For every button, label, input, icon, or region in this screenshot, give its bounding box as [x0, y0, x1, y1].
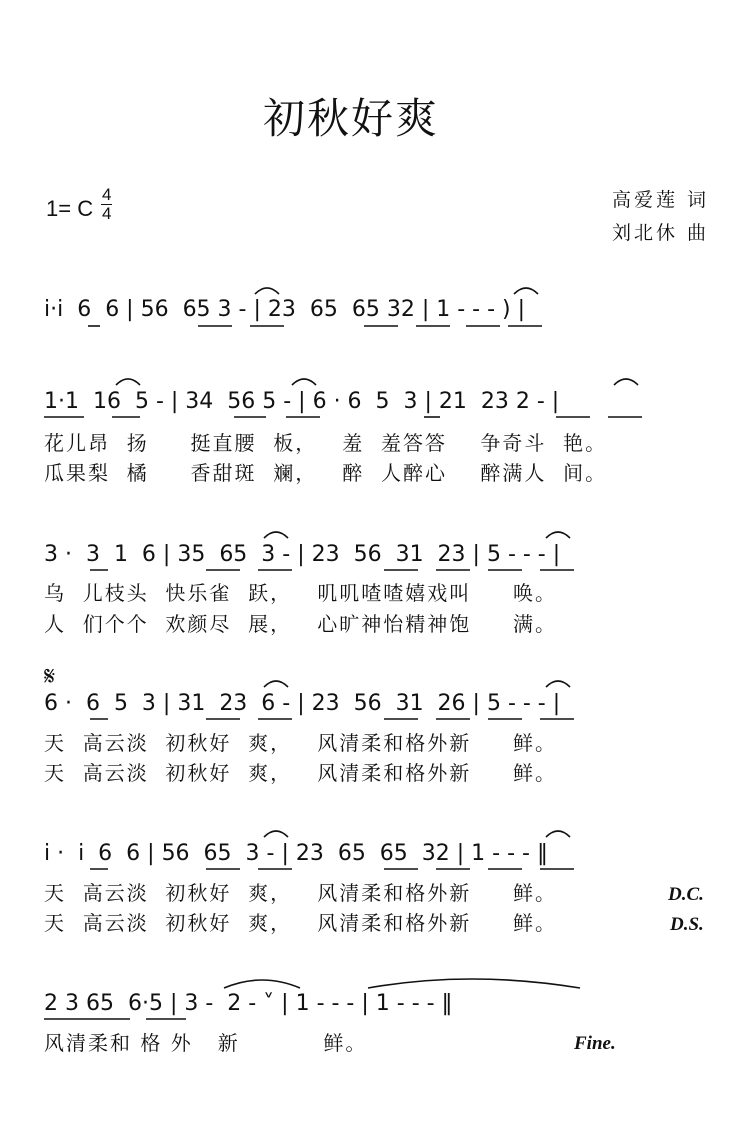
lyric-row-5-verse-2: 天 高云淡 初秋好 爽， 风清柔和格外新 鲜。	[44, 911, 558, 935]
notation-row-6: 2 3 65 6·5 | 3 - 2 - ˅ | 1 - - - | 1 - - - ‖	[44, 991, 453, 1016]
fine-mark: Fine.	[574, 1033, 616, 1054]
notation-row-3: 3 · 3 1 6 | 35 65 3 - | 23 56 31 23 | 5 - - - |	[44, 542, 561, 567]
lyric-row-2-verse-1: 花儿昂 扬 挺直腰 板， 羞 羞答答 争奇斗 艳。	[44, 431, 608, 455]
composer-credit: 刘北休 曲	[612, 222, 710, 244]
lyric-row-3-verse-2: 人 们个个 欢颜尽 展， 心旷神怡精神饱 满。	[44, 612, 558, 636]
notation-row-5: i · i 6 6 | 56 65 3 - | 23 65 65 32 | 1 - - - ‖	[44, 841, 548, 866]
tie	[224, 980, 300, 988]
slur	[264, 681, 288, 687]
time-signature-top: 4	[102, 185, 112, 204]
lyricist-credit: 高爱莲 词	[612, 189, 710, 211]
dc-mark: D.C.	[668, 884, 704, 905]
ds-mark: D.S.	[670, 914, 704, 935]
lyric-row-2-verse-2: 瓜果梨 橘 香甜斑 斓， 醉 人醉心 醉满人 间。	[44, 461, 608, 485]
slur	[546, 681, 570, 687]
slur	[292, 379, 316, 385]
slur	[546, 532, 570, 538]
segno-sign: 𝄋	[44, 662, 56, 692]
key-signature: 1= C	[46, 196, 94, 221]
lyric-row-4-verse-1: 天 高云淡 初秋好 爽， 风清柔和格外新 鲜。	[44, 731, 558, 755]
lyric-row-6: 风清柔和 格 外 新 鲜。	[44, 1031, 368, 1055]
slur	[255, 288, 279, 294]
notation-row-1: i·i 6 6 | 56 65 3 - | 23 65 65 32 | 1 - - - ) |	[44, 297, 525, 322]
notation-row-2: 1·1 16 5 - | 34 56 5 - | 6 · 6 5 3 | 21 23 2 - |	[44, 389, 560, 414]
slur	[264, 532, 288, 538]
slur	[614, 379, 638, 385]
lyric-row-3-verse-1: 乌 儿枝头 快乐雀 跃， 叽叽喳喳嬉戏叫 唤。	[44, 581, 558, 605]
song-title: 初秋好爽	[263, 94, 440, 143]
notation-row-4: 6 · 6 5 3 | 31 23 6 - | 23 56 31 26 | 5 - - - |	[44, 691, 561, 716]
time-signature-bottom: 4	[102, 204, 112, 223]
slur	[546, 831, 570, 837]
slur	[116, 379, 140, 385]
tie	[368, 979, 580, 988]
slur	[264, 831, 288, 837]
lyric-row-5-verse-1: 天 高云淡 初秋好 爽， 风清柔和格外新 鲜。	[44, 881, 558, 905]
lyric-row-4-verse-2: 天 高云淡 初秋好 爽， 风清柔和格外新 鲜。	[44, 761, 558, 785]
slur	[514, 288, 538, 294]
